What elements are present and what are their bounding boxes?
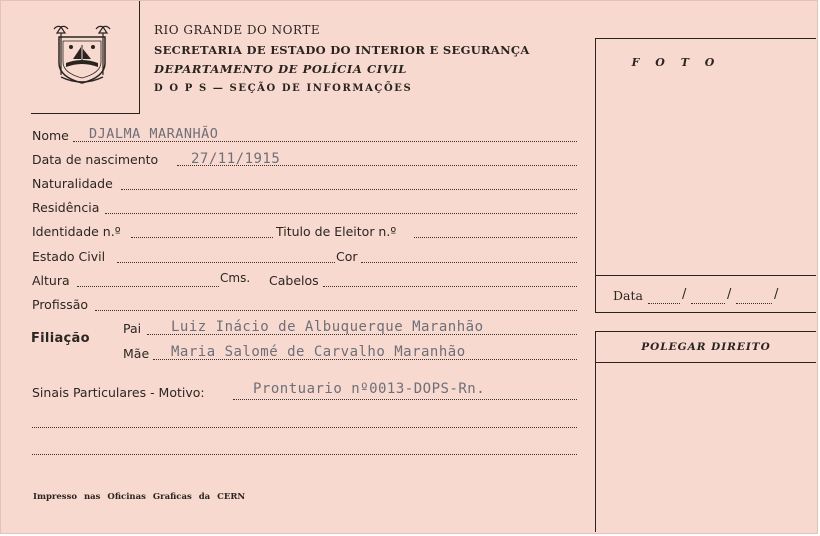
cabelos-label: Cabelos bbox=[269, 273, 319, 288]
pai-value: Luiz Inácio de Albuquerque Maranhão bbox=[171, 319, 484, 335]
printer-footer: Impresso nas Oficinas Graficas da CERN bbox=[33, 492, 246, 502]
cabelos-line bbox=[323, 286, 577, 287]
header-section: D O P S — SEÇÃO DE INFORMAÇÕES bbox=[154, 83, 413, 94]
date-slash-2: / bbox=[727, 287, 732, 302]
date-month-line bbox=[691, 303, 725, 304]
altura-label: Altura bbox=[32, 273, 70, 288]
mae-value: Maria Salomé de Carvalho Maranhão bbox=[171, 344, 466, 360]
thumbprint-divider bbox=[596, 362, 816, 363]
date-year-line bbox=[736, 303, 772, 304]
cor-line bbox=[361, 262, 577, 263]
altura-line bbox=[77, 286, 219, 287]
residencia-line bbox=[105, 213, 577, 214]
nascimento-label: Data de nascimento bbox=[32, 152, 159, 167]
date-box: Data / / / bbox=[595, 275, 816, 313]
titulo-eleitor-line bbox=[414, 237, 577, 238]
residencia-label: Residência bbox=[32, 200, 100, 215]
sinais-line-3 bbox=[32, 454, 577, 455]
thumbprint-label: POLEGAR DIREITO bbox=[641, 341, 771, 353]
profissao-label: Profissão bbox=[32, 297, 89, 312]
sinais-value: Prontuario nº0013-DOPS-Rn. bbox=[253, 381, 486, 397]
nome-label: Nome bbox=[32, 128, 69, 143]
sinais-particulares-label: Sinais Particulares - Motivo: bbox=[32, 385, 205, 400]
estado-civil-line bbox=[117, 262, 335, 263]
estado-civil-label: Estado Civil bbox=[32, 249, 106, 264]
thumbprint-box bbox=[595, 331, 816, 532]
pai-label: Pai bbox=[123, 321, 142, 336]
cms-label: Cms. bbox=[220, 271, 251, 285]
titulo-eleitor-label: Titulo de Eleitor n.º bbox=[276, 224, 397, 239]
nascimento-value: 27/11/1915 bbox=[191, 151, 281, 167]
date-day-line bbox=[648, 303, 680, 304]
profissao-line bbox=[95, 310, 577, 311]
mae-label: Mãe bbox=[123, 346, 150, 361]
identidade-label: Identidade n.º bbox=[32, 224, 121, 239]
identidade-line bbox=[131, 237, 273, 238]
header-secretariat: SECRETARIA DE ESTADO DO INTERIOR E SEGURANÇA bbox=[154, 43, 530, 57]
cor-label: Cor bbox=[336, 249, 358, 264]
filiacao-label: Filiação bbox=[31, 331, 90, 346]
photo-label: F O T O bbox=[631, 56, 721, 69]
coat-of-arms-icon bbox=[51, 23, 113, 87]
header-department: DEPARTAMENTO DE POLÍCIA CIVIL bbox=[154, 62, 407, 76]
naturalidade-label: Naturalidade bbox=[32, 176, 113, 191]
crest-box bbox=[31, 1, 140, 114]
naturalidade-line bbox=[121, 189, 577, 190]
header-state: RIO GRANDE DO NORTE bbox=[154, 23, 321, 37]
date-slash-1: / bbox=[682, 287, 687, 302]
sinais-line-2 bbox=[32, 427, 577, 428]
photo-box bbox=[595, 38, 816, 276]
date-label: Data bbox=[613, 288, 643, 303]
nome-value: DJALMA MARANHÃO bbox=[89, 126, 219, 142]
sinais-line-1 bbox=[233, 399, 577, 400]
